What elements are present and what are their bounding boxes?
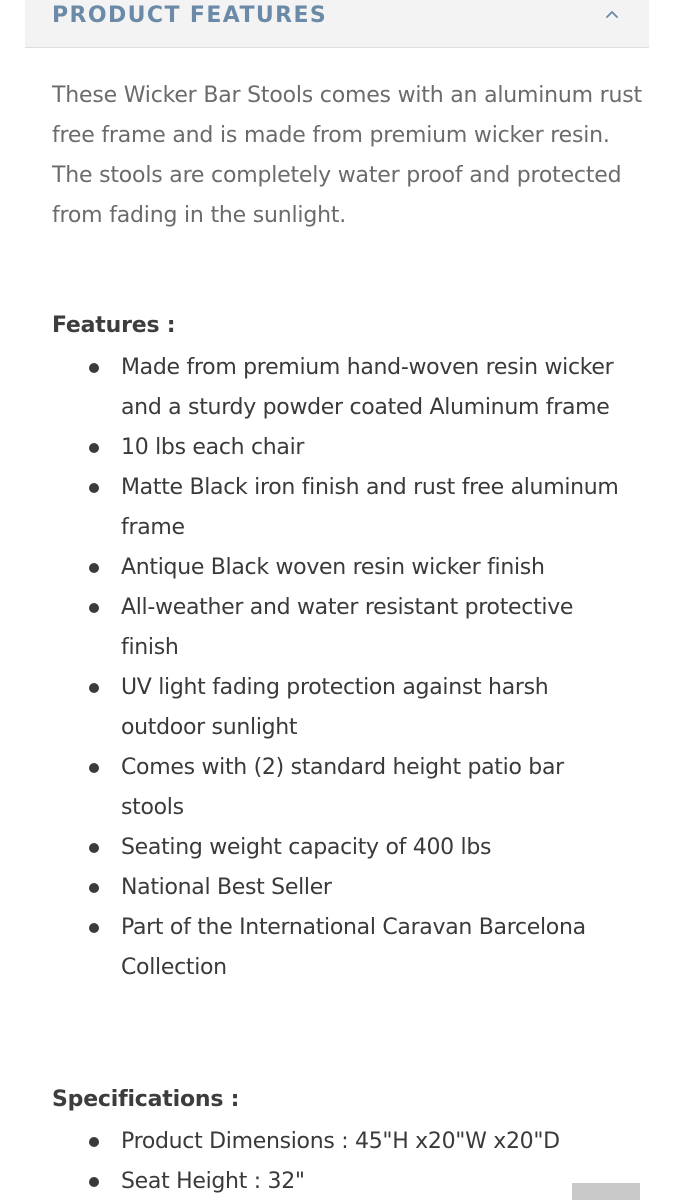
chevron-up-icon[interactable]	[602, 6, 622, 22]
feature-text: Antique Black woven resin wicker finish	[121, 555, 545, 580]
accordion-title: PRODUCT FEATURES	[52, 3, 328, 28]
scroll-to-top-button[interactable]	[572, 1183, 640, 1200]
product-features-accordion-header[interactable]	[25, 0, 649, 48]
specifications-heading: Specifications :	[52, 1087, 240, 1112]
list-item	[0, 588, 676, 668]
list-item	[0, 868, 676, 908]
list-item	[0, 468, 676, 548]
feature-text: All-weather and water resistant protective finish	[121, 595, 574, 660]
spec-text: Seat Height : 32"	[121, 1169, 305, 1194]
feature-text: Made from premium hand-woven resin wicker and a sturdy powder coated Aluminum frame	[121, 355, 614, 420]
list-item	[0, 348, 676, 428]
feature-text: 10 lbs each chair	[121, 435, 305, 460]
feature-text: National Best Seller	[121, 875, 332, 900]
list-item	[0, 1122, 676, 1162]
bullet-icon	[89, 883, 99, 893]
bullet-icon	[89, 563, 99, 573]
bullet-icon	[89, 843, 99, 853]
bullet-icon	[89, 1137, 99, 1147]
features-list	[0, 348, 676, 988]
product-description: These Wicker Bar Stools comes with an aluminum rust free frame and is made from premium wicker resin. The stools are completely water proof and protected from fading in the sunlight.	[52, 83, 642, 228]
list-item	[0, 548, 676, 588]
feature-text: Part of the International Caravan Barcelona Collection	[121, 915, 586, 980]
list-item	[0, 428, 676, 468]
features-heading: Features :	[52, 313, 176, 338]
feature-text: Matte Black iron finish and rust free aluminum frame	[121, 475, 619, 540]
bullet-icon	[89, 683, 99, 693]
list-item	[0, 748, 676, 828]
bullet-icon	[89, 1177, 99, 1187]
spec-text: Product Dimensions : 45"H x20"W x20"D	[121, 1129, 560, 1154]
feature-text: UV light fading protection against harsh outdoor sunlight	[121, 675, 549, 740]
bullet-icon	[89, 763, 99, 773]
bullet-icon	[89, 443, 99, 453]
list-item	[0, 908, 676, 988]
bullet-icon	[89, 603, 99, 613]
bullet-icon	[89, 363, 99, 373]
feature-text: Comes with (2) standard height patio bar stools	[121, 755, 564, 820]
list-item	[0, 828, 676, 868]
list-item	[0, 668, 676, 748]
bullet-icon	[89, 483, 99, 493]
bullet-icon	[89, 923, 99, 933]
feature-text: Seating weight capacity of 400 lbs	[121, 835, 492, 860]
